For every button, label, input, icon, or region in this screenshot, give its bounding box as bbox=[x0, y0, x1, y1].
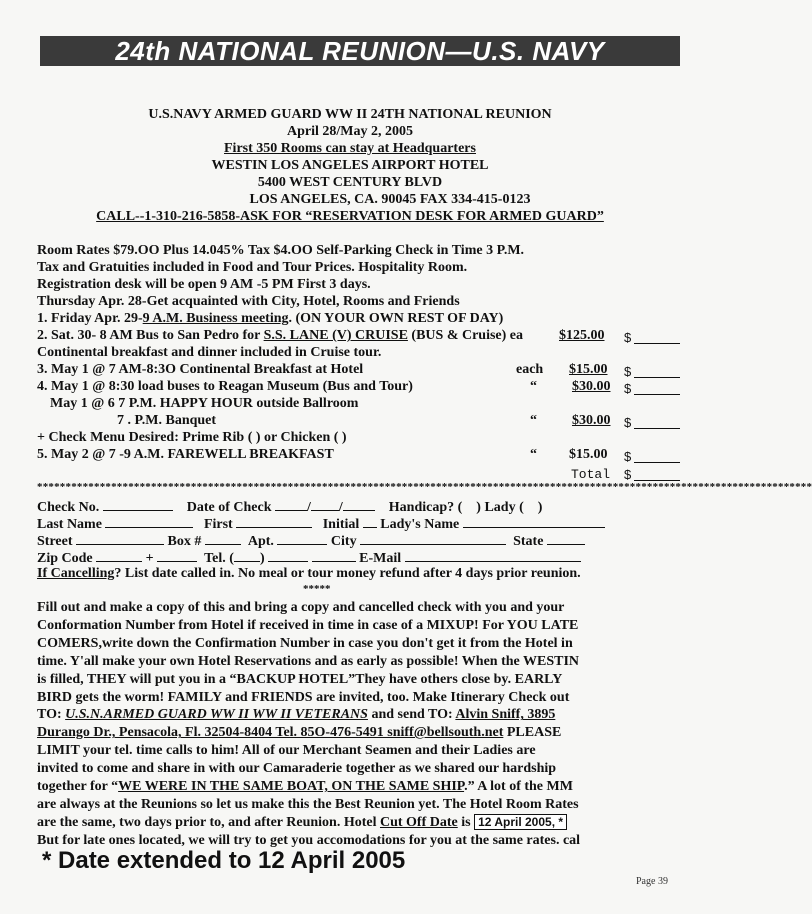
street-field[interactable] bbox=[76, 531, 164, 545]
mm-text: .” A lot of the MM bbox=[464, 779, 573, 795]
header-hotel-name: WESTIN LOS ANGELES AIRPORT HOTEL bbox=[211, 158, 489, 173]
box-field[interactable] bbox=[205, 531, 241, 545]
date-of-check-label: Date of Check bbox=[186, 500, 272, 515]
check-no-field[interactable] bbox=[103, 497, 173, 511]
header-line-2: April 28/May 2, 2005 bbox=[287, 124, 413, 139]
event-4-ditto: “ bbox=[530, 379, 537, 394]
last-name-field[interactable] bbox=[105, 514, 193, 528]
event-3-price: $15.00 bbox=[569, 362, 608, 377]
form-row-check: Check No. Date of Check / / Handicap? ( ) Lady ( ) bbox=[37, 497, 542, 514]
payee-name: U.S.N.ARMED GUARD WW II WW II VETERANS bbox=[65, 707, 368, 723]
lady-label: ) Lady ( bbox=[476, 500, 524, 515]
event-1 bbox=[37, 310, 503, 327]
street-label: Street bbox=[37, 534, 73, 549]
happy-hour-line: May 1 @ 6 7 P.M. HAPPY HOUR outside Ballroom bbox=[50, 396, 359, 411]
initial-label: Initial bbox=[322, 517, 360, 532]
paragraph-line: But for late ones located, we will try to get you accomodations for you at the same rates. cal bbox=[37, 832, 581, 848]
total-label: Total bbox=[571, 467, 611, 482]
to-label: TO: bbox=[37, 707, 66, 723]
dollar-sign: $ bbox=[624, 415, 632, 430]
same-boat-quote: WE WERE IN THE SAME BOAT, ON THE SAME SHIP bbox=[118, 779, 465, 795]
event-5-price: $15.00 bbox=[569, 447, 608, 462]
zip-plus: + bbox=[145, 551, 154, 566]
amount-line-5[interactable] bbox=[634, 462, 680, 463]
tel-prefix-field[interactable] bbox=[268, 548, 308, 562]
event-5-ditto: “ bbox=[530, 447, 537, 462]
zip-label: Zip Code bbox=[37, 551, 93, 566]
is-text: is bbox=[457, 814, 471, 830]
send-to-label: and send TO: bbox=[367, 707, 456, 723]
cancel-policy: ? List date called in. No meal or tour money refund after 4 days prior reunion. bbox=[114, 566, 581, 581]
banquet-ditto: “ bbox=[530, 413, 537, 428]
paragraph-line: Fill out and make a copy of this and bring a copy and cancelled check with you and your bbox=[37, 600, 565, 615]
header-line-1: U.S.NAVY ARMED GUARD WW II 24TH NATIONAL REUNION bbox=[148, 107, 552, 122]
check-no-label: Check No. bbox=[37, 500, 100, 515]
paragraph-line: BIRD gets the worm! FAMILY and FRIENDS are invited, too. Make Itinerary Check out bbox=[37, 689, 570, 705]
page-number: Page 39 bbox=[636, 876, 668, 887]
email-field[interactable] bbox=[405, 548, 581, 562]
reunion-banner: 24th NATIONAL REUNION—U.S. NAVY bbox=[40, 36, 680, 66]
thursday-line: Thursday Apr. 28-Get acquainted with City, Hotel, Rooms and Friends bbox=[37, 294, 460, 309]
header-line-3: First 350 Rooms can stay at Headquarters bbox=[224, 141, 476, 156]
cruise-link: S.S. LANE (V) CRUISE bbox=[263, 328, 408, 343]
paragraph-line bbox=[37, 724, 677, 742]
city-field[interactable] bbox=[360, 531, 506, 545]
instructions-paragraph bbox=[37, 599, 677, 850]
amount-line-3[interactable] bbox=[634, 377, 680, 378]
tax-line: Tax and Gratuities included in Food and Tour Prices. Hospitality Room. bbox=[37, 260, 468, 275]
event-5: 5. May 2 @ 7 -9 A.M. FAREWELL BREAKFAST bbox=[37, 447, 334, 462]
box-label: Box # bbox=[167, 534, 202, 549]
amount-line-2[interactable] bbox=[634, 343, 680, 344]
paragraph-line bbox=[37, 778, 677, 796]
send-to-address: Alvin Sniff, 3895 bbox=[455, 707, 556, 723]
small-star-divider: ***** bbox=[303, 583, 331, 595]
event-2-breakfast-note: Continental breakfast and dinner included in Cruise tour. bbox=[37, 345, 382, 360]
event-4-price: $30.00 bbox=[572, 379, 611, 394]
tel-number-field[interactable] bbox=[312, 548, 356, 562]
event-4: 4. May 1 @ 8:30 load buses to Reagan Museum (Bus and Tour) bbox=[37, 379, 413, 394]
together-text: together for “ bbox=[37, 779, 119, 795]
event-1-note: . (ON YOUR OWN REST OF DAY) bbox=[288, 311, 504, 326]
ladys-name-label: Lady's Name bbox=[380, 517, 460, 532]
check-month-field[interactable] bbox=[275, 497, 307, 511]
star-divider: **************************************************************************************************************************************** bbox=[37, 481, 812, 493]
check-day-field[interactable] bbox=[311, 497, 339, 511]
zip-field[interactable] bbox=[96, 548, 142, 562]
apt-label: Apt. bbox=[247, 534, 274, 549]
event-3: 3. May 1 @ 7 AM-8:3O Continental Breakfast at Hotel bbox=[37, 362, 364, 377]
dollar-sign: $ bbox=[624, 364, 632, 379]
lady-close: ) bbox=[537, 500, 543, 515]
email-label: E-Mail bbox=[359, 551, 402, 566]
if-cancelling-label: If Cancelling bbox=[37, 566, 115, 581]
cancel-line bbox=[37, 565, 581, 582]
cut-off-date-label: Cut Off Date bbox=[379, 814, 458, 830]
area-code-field[interactable] bbox=[234, 548, 260, 562]
tel-label: Tel. ( bbox=[204, 551, 234, 566]
city-label: City bbox=[330, 534, 357, 549]
state-field[interactable] bbox=[547, 531, 585, 545]
initial-field[interactable] bbox=[363, 514, 377, 528]
paragraph-line: LIMIT your tel. time calls to him! All of our Merchant Seamen and their Ladies are bbox=[37, 743, 536, 759]
form-row-contact: Zip Code + Tel. ( ) E-Mail bbox=[37, 548, 581, 565]
paragraph-line bbox=[37, 706, 677, 724]
date-extended-note: * Date extended to 12 April 2005 bbox=[42, 847, 406, 874]
paragraph-line: are always at the Reunions so let us make this the Best Reunion yet. The Hotel Room Rates bbox=[37, 796, 579, 812]
cut-off-date-stamp: 12 April 2005, * bbox=[474, 814, 567, 830]
paragraph-line: time. Y'all make your own Hotel Reservations and as early as possible! When the WESTIN bbox=[37, 653, 580, 669]
first-name-field[interactable] bbox=[236, 514, 312, 528]
event-2-note: (BUS & Cruise) ea bbox=[407, 328, 524, 343]
dollar-sign: $ bbox=[624, 467, 632, 482]
check-year-field[interactable] bbox=[343, 497, 375, 511]
menu-choice-line: + Check Menu Desired: Prime Rib ( ) or Chicken ( ) bbox=[37, 430, 347, 445]
banquet-price: $30.00 bbox=[572, 413, 611, 428]
first-name-label: First bbox=[203, 517, 233, 532]
event-2 bbox=[37, 327, 523, 344]
paragraph-line: is filled, THEY will put you in a “BACKUP HOTEL”They have others close by. EARLY bbox=[37, 671, 563, 687]
event-2-price: $125.00 bbox=[559, 328, 605, 343]
header-address: 5400 WEST CENTURY BLVD bbox=[257, 175, 443, 190]
paragraph-line: Conformation Number from Hotel if received in time in case of a MIXUP! For YOU LATE bbox=[37, 617, 579, 633]
dollar-sign: $ bbox=[624, 381, 632, 396]
amount-line-banquet[interactable] bbox=[634, 428, 680, 429]
event-2-label: 2. Sat. 30- 8 AM Bus to San Pedro for bbox=[37, 328, 264, 343]
state-label: State bbox=[513, 534, 544, 549]
event-1-label: 1. Friday Apr. 29- bbox=[37, 311, 143, 326]
registration-line: Registration desk will be open 9 AM -5 PM First 3 days. bbox=[37, 277, 371, 292]
dollar-sign: $ bbox=[624, 449, 632, 464]
paragraph-line bbox=[37, 814, 677, 832]
paragraph-line: invited to come and share in with our Camaraderie together as we shared our hardship bbox=[37, 761, 557, 777]
business-meeting-link: 9 A.M. Business meeting bbox=[142, 311, 289, 326]
apt-field[interactable] bbox=[277, 531, 327, 545]
dollar-sign: $ bbox=[624, 330, 632, 345]
header-city-fax: LOS ANGELES, CA. 90045 FAX 334-415-0123 bbox=[249, 192, 531, 207]
contact-address-link[interactable]: Durango Dr., Pensacola, Fl. 32504-8404 Tel. 85O-476-5491 sniff@bellsouth.net bbox=[37, 725, 504, 741]
amount-line-4[interactable] bbox=[634, 394, 680, 395]
zip4-field[interactable] bbox=[157, 548, 197, 562]
paragraph-line: COMERS,write down the Confirmation Number in case you don't get it from the Hotel in bbox=[37, 635, 573, 651]
please-text: PLEASE bbox=[503, 725, 562, 741]
event-3-each: each bbox=[516, 362, 544, 377]
form-row-address bbox=[37, 531, 585, 548]
room-rates-line: Room Rates $79.OO Plus 14.045% Tax $4.OO Self-Parking Check in Time 3 P.M. bbox=[37, 243, 525, 258]
ladys-name-field[interactable] bbox=[463, 514, 605, 528]
rates-same-text: are the same, two days prior to, and after Reunion. Hotel bbox=[37, 814, 380, 830]
header-call-line: CALL--1-310-216-5858-ASK FOR “RESERVATION DESK FOR ARMED GUARD” bbox=[96, 209, 604, 224]
handicap-label: Handicap? ( bbox=[388, 500, 463, 515]
banquet-line: 7 . P.M. Banquet bbox=[117, 413, 217, 428]
last-name-label: Last Name bbox=[37, 517, 102, 532]
form-row-name bbox=[37, 514, 605, 531]
